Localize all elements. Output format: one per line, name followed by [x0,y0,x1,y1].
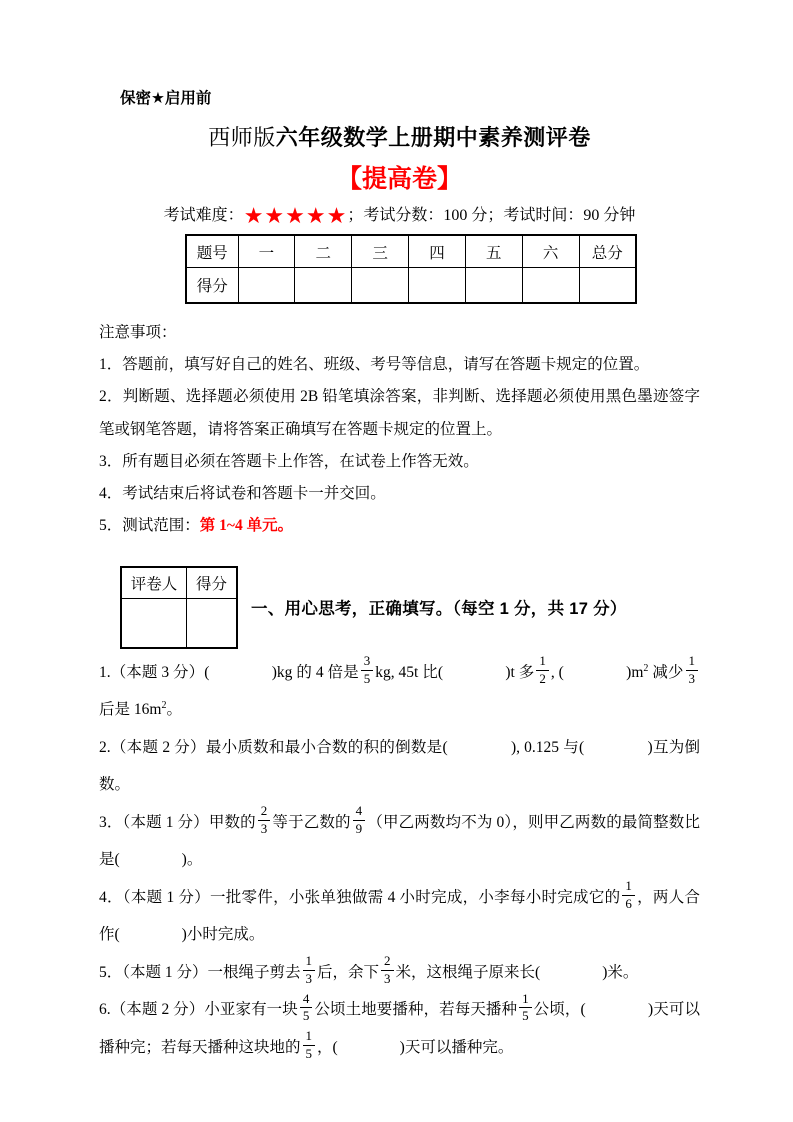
note-item-3: 3．所有题目必须在答题卡上作答，在试卷上作答无效。 [99,452,479,470]
fraction: $\frac{1}{2}$ [536,654,549,686]
score-table-header-cell: 六 [522,235,579,268]
note-item-5-range: 第 1~4 单元。 [199,517,294,535]
score-blank-cell [579,268,636,304]
difficulty-stars-icon: ★★★★★ [243,204,348,229]
score-table-header-cell: 五 [465,235,522,268]
fraction: $\frac{1}{3}$ [303,954,316,986]
title-main: 六年级数学上册期中素养测评卷 [275,125,591,150]
score-table-header-cell: 四 [409,235,466,268]
score-summary-table [185,234,637,304]
note-item-4: 4．考试结束后将试卷和答题卡一并交回。 [99,485,386,503]
score-table-score-row [186,268,636,304]
fraction: $\frac{1}{3}$ [686,654,699,686]
score-blank-cell [409,268,466,304]
score-blank-cell [238,268,295,304]
note-item-1: 1．答题前，填写好自己的姓名、班级、考号等信息，请写在答题卡规定的位置。 [99,356,650,374]
fraction: $\frac{4}{5}$ [300,992,313,1024]
exam-meta-line [99,202,700,228]
question-6: 6.（本题 2 分）小亚家有一块 $\frac{4}{5}$ 公顷土地要播种，若每天播种 $\frac{1}{5}$ 公顷，( )天可以播种完；若每天播种这块地的 $\frac{1}{5}$ ，( )天可以播种完。 [99,990,700,1061]
fraction: $\frac{1}{5}$ [519,992,532,1024]
grader-label: 评卷人 [121,567,187,599]
score-blank-cell [187,598,238,648]
page-title [99,121,700,152]
section-1-questions [99,654,700,1067]
score-blank-cell [352,268,409,304]
note-item-2: 2．判断题、选择题必须使用 2B 铅笔填涂答案，非判断、选择题必须使用黑色墨迹签字笔或钢笔答题，请将答案正确填写在答题卡规定的位置上。 [99,388,700,438]
difficulty-label: 考试难度： [163,207,244,224]
question-5: 5．（本题 1 分）一根绳子剪去 $\frac{1}{3}$ 后，余下 $\frac{2}{3}$ 米，这根绳子原来长( )米。 [99,953,639,986]
score-table-header-cell: 题号 [186,235,238,268]
fraction: $\frac{1}{5}$ [303,1029,316,1061]
secrecy-notice: 保密★启用前 [120,90,212,107]
score-table-header-cell: 二 [295,235,352,268]
fraction: $\frac{1}{6}$ [622,879,635,911]
note-item-5 [99,510,700,542]
score-table-header-row [186,235,636,268]
section-1-header-row [99,566,700,649]
exam-notes [99,317,700,543]
superscript: 2 [643,662,649,674]
fraction: $\frac{2}{3}$ [381,954,394,986]
notes-title: 注意事项： [99,324,177,341]
score-table-header-cell: 三 [352,235,409,268]
grader-score-box [120,566,238,649]
question-2: 2.（本题 2 分）最小质数和最小合数的积的倒数是( ), 0.125 与( )互为倒数。 [99,738,700,794]
question-3: 3．（本题 1 分）甲数的 $\frac{2}{3}$ 等于乙数的 $\frac{4}{9}$ （甲乙两数均不为 0），则甲乙两数的最简整数比是( )。 [99,803,700,869]
score-blank-cell [295,268,352,304]
grader-box-header-row [121,567,237,599]
question-1: 1.（本题 3 分）( )kg 的 4 倍是 $\frac{3}{5}$ kg, 45t 比( )t 多 $\frac{1}{2}$ , ( )$m^2$ 减少 $\frac{1}{3}$ 后是 $16m^2$。 [99,654,700,729]
score-row-label: 得分 [186,268,238,304]
grader-box-blank-row [121,598,237,648]
question-4: 4．（本题 1 分）一批零件，小张单独做需 4 小时完成，小李每小时完成它的 $\frac{1}{6}$ ，两人合作( )小时完成。 [99,878,700,944]
score-label: 得分 [187,567,238,599]
fraction: $\frac{2}{3}$ [258,804,271,836]
score-table-header-cell: 一 [238,235,295,268]
superscript: 2 [161,699,167,711]
fraction: $\frac{3}{5}$ [361,654,374,686]
score-table-header-cell: 总分 [579,235,636,268]
score-blank-cell [522,268,579,304]
grader-blank-cell [121,598,187,648]
section-1-heading: 一、用心思考，正确填写。（每空 1 分，共 17 分） [251,600,627,619]
note-item-5-prefix: 5．测试范围： [99,517,200,535]
fraction: $\frac{4}{9}$ [353,804,366,836]
score-time-info: ；考试分数：100 分；考试时间：90 分钟 [347,207,636,224]
score-blank-cell [465,268,522,304]
paper-level-badge: 【提高卷】 [336,165,462,193]
title-prefix: 西师版 [208,125,276,150]
